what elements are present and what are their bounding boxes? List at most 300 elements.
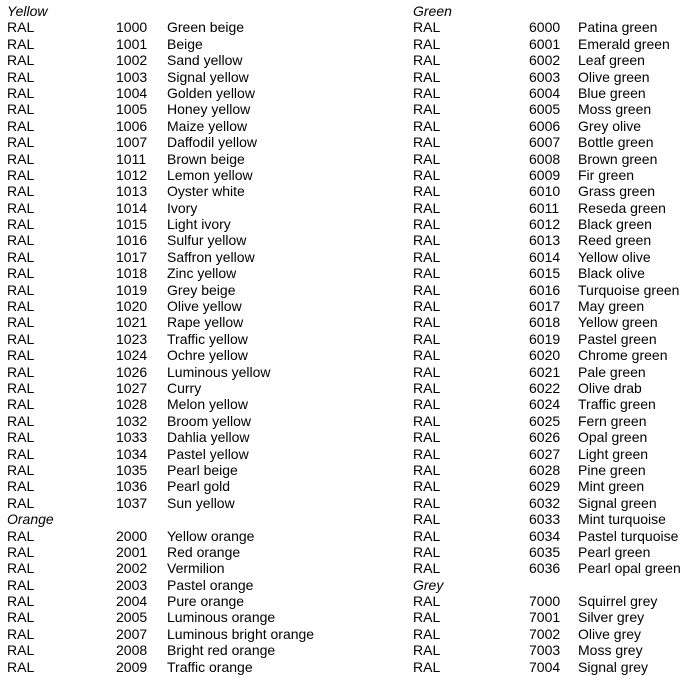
- ral-prefix: RAL: [7, 101, 35, 118]
- color-code: 1000: [116, 19, 148, 36]
- ral-prefix: RAL: [7, 609, 35, 626]
- color-row: [413, 642, 693, 658]
- color-name: Luminous orange: [167, 609, 276, 626]
- color-row: [413, 528, 693, 544]
- ral-prefix: RAL: [413, 117, 441, 134]
- color-row: [413, 101, 693, 117]
- color-name: Mint green: [578, 478, 645, 495]
- color-code: 6016: [529, 281, 561, 298]
- ral-prefix: RAL: [7, 314, 35, 331]
- color-name: Silver grey: [578, 609, 645, 626]
- ral-prefix: RAL: [7, 52, 35, 69]
- color-name: Beige: [167, 35, 203, 52]
- ral-prefix: RAL: [413, 248, 441, 265]
- color-row: [413, 626, 693, 642]
- color-row: [413, 167, 693, 183]
- color-code: 2000: [116, 527, 148, 544]
- ral-prefix: RAL: [7, 625, 35, 642]
- color-code: 6019: [529, 330, 561, 347]
- color-row: [413, 265, 693, 281]
- color-row: [7, 167, 337, 183]
- color-name: Black green: [578, 216, 652, 233]
- ral-prefix: RAL: [7, 576, 35, 593]
- color-code: 6015: [529, 265, 561, 282]
- ral-prefix: RAL: [413, 281, 441, 298]
- color-code: 1024: [116, 347, 148, 364]
- ral-prefix: RAL: [7, 543, 35, 560]
- color-row: [413, 314, 693, 330]
- color-code: 1004: [116, 84, 148, 101]
- color-row: [7, 118, 337, 134]
- color-code: 6002: [529, 52, 561, 69]
- ral-prefix: RAL: [413, 150, 441, 167]
- color-name: Traffic green: [578, 396, 656, 413]
- ral-prefix: RAL: [413, 101, 441, 118]
- color-name: Mint turquoise: [578, 511, 666, 528]
- color-code: 1017: [116, 248, 148, 265]
- color-row: [413, 446, 693, 462]
- color-name: Pale green: [578, 363, 646, 380]
- color-code: 6036: [529, 560, 561, 577]
- color-name: Turquoise green: [578, 281, 680, 298]
- color-row: [7, 314, 337, 330]
- color-code: 1032: [116, 412, 148, 429]
- ral-prefix: RAL: [7, 461, 35, 478]
- color-row: [7, 413, 337, 429]
- color-row: [413, 331, 693, 347]
- ral-prefix: RAL: [7, 429, 35, 446]
- color-code: 6013: [529, 232, 561, 249]
- ral-prefix: RAL: [413, 199, 441, 216]
- color-name: Pearl beige: [167, 461, 238, 478]
- color-code: 1013: [116, 183, 148, 200]
- ral-prefix: RAL: [7, 19, 35, 36]
- ral-prefix: RAL: [7, 134, 35, 151]
- color-name: Squirrel grey: [578, 593, 658, 610]
- color-name: Signal yellow: [167, 68, 249, 85]
- color-name: Pastel turquoise: [578, 527, 679, 544]
- color-code: 7003: [529, 642, 561, 659]
- color-row: [413, 36, 693, 52]
- color-row: [7, 216, 337, 232]
- color-row: [413, 544, 693, 560]
- ral-prefix: RAL: [413, 330, 441, 347]
- color-code: 1023: [116, 330, 148, 347]
- ral-prefix: RAL: [413, 642, 441, 659]
- ral-prefix: RAL: [7, 84, 35, 101]
- color-name: Pastel orange: [167, 576, 254, 593]
- color-code: 6005: [529, 101, 561, 118]
- ral-prefix: RAL: [413, 84, 441, 101]
- ral-prefix: RAL: [7, 150, 35, 167]
- color-row: [7, 560, 337, 576]
- color-code: 2004: [116, 593, 148, 610]
- ral-prefix: RAL: [7, 478, 35, 495]
- color-name: Signal grey: [578, 658, 649, 675]
- ral-prefix: RAL: [413, 35, 441, 52]
- ral-prefix: RAL: [413, 347, 441, 364]
- color-code: 1034: [116, 445, 148, 462]
- color-name: Yellow green: [578, 314, 658, 331]
- color-name: Opal green: [578, 429, 648, 446]
- color-row: [7, 134, 337, 150]
- color-code: 6026: [529, 429, 561, 446]
- color-name: Ivory: [167, 199, 198, 216]
- ral-prefix: RAL: [413, 658, 441, 675]
- color-row: [413, 462, 693, 478]
- color-row: [7, 298, 337, 314]
- color-code: 1012: [116, 166, 148, 183]
- color-code: 6001: [529, 35, 561, 52]
- section-heading: Grey: [413, 576, 444, 593]
- color-code: 7000: [529, 593, 561, 610]
- color-code: 1036: [116, 478, 148, 495]
- color-name: Green beige: [167, 19, 245, 36]
- color-row: [413, 282, 693, 298]
- color-name: Yellow olive: [578, 248, 651, 265]
- color-code: 1006: [116, 117, 148, 134]
- color-code: 1020: [116, 298, 148, 315]
- ral-prefix: RAL: [7, 412, 35, 429]
- color-code: 6027: [529, 445, 561, 462]
- color-name: May green: [578, 298, 645, 315]
- color-row: [7, 429, 337, 445]
- ral-prefix: RAL: [7, 117, 35, 134]
- color-name: Reed green: [578, 232, 652, 249]
- ral-prefix: RAL: [413, 593, 441, 610]
- color-name: Ochre yellow: [167, 347, 248, 364]
- color-row: [7, 577, 337, 593]
- ral-prefix: RAL: [7, 363, 35, 380]
- color-row: [7, 200, 337, 216]
- color-row: [7, 151, 337, 167]
- ral-prefix: RAL: [413, 461, 441, 478]
- color-code: 6018: [529, 314, 561, 331]
- color-name: Pastel green: [578, 330, 657, 347]
- ral-prefix: RAL: [7, 248, 35, 265]
- color-name: Black olive: [578, 265, 645, 282]
- color-name: Yellow orange: [167, 527, 255, 544]
- color-name: Bottle green: [578, 134, 654, 151]
- color-row: [413, 85, 693, 101]
- color-name: Reseda green: [578, 199, 666, 216]
- color-row: [413, 52, 693, 68]
- color-row: [7, 478, 337, 494]
- color-code: 2002: [116, 560, 148, 577]
- color-code: 6025: [529, 412, 561, 429]
- ral-prefix: RAL: [7, 593, 35, 610]
- color-row: [7, 446, 337, 462]
- color-code: 1015: [116, 216, 148, 233]
- color-name: Chrome green: [578, 347, 668, 364]
- color-code: 2008: [116, 642, 148, 659]
- color-row: [413, 347, 693, 363]
- color-name: Pearl gold: [167, 478, 231, 495]
- color-code: 1011: [116, 150, 147, 167]
- color-code: 2007: [116, 625, 148, 642]
- ral-prefix: RAL: [413, 166, 441, 183]
- color-name: Light green: [578, 445, 649, 462]
- color-row: [413, 659, 693, 675]
- color-code: 6008: [529, 150, 561, 167]
- color-code: 6012: [529, 216, 561, 233]
- color-code: 6009: [529, 166, 561, 183]
- ral-prefix: RAL: [413, 216, 441, 233]
- ral-prefix: RAL: [413, 511, 441, 528]
- ral-prefix: RAL: [7, 347, 35, 364]
- color-code: 1003: [116, 68, 148, 85]
- section-heading: Green: [413, 3, 452, 19]
- ral-prefix: RAL: [413, 298, 441, 315]
- color-row: [413, 560, 693, 576]
- color-row: [7, 396, 337, 412]
- color-name: Saffron yellow: [167, 248, 255, 265]
- color-code: 6034: [529, 527, 561, 544]
- color-name: Daffodil yellow: [167, 134, 258, 151]
- color-code: 1035: [116, 461, 148, 478]
- ral-prefix: RAL: [413, 478, 441, 495]
- ral-prefix: RAL: [7, 396, 35, 413]
- ral-prefix: RAL: [413, 527, 441, 544]
- color-name: Emerald green: [578, 35, 670, 52]
- color-code: 1021: [116, 314, 148, 331]
- color-row: [7, 544, 337, 560]
- color-row: [7, 331, 337, 347]
- color-code: 1007: [116, 134, 148, 151]
- ral-prefix: RAL: [413, 560, 441, 577]
- color-name: Melon yellow: [167, 396, 248, 413]
- color-row: [413, 380, 693, 396]
- color-code: 6007: [529, 134, 561, 151]
- color-row: [7, 69, 337, 85]
- ral-prefix: RAL: [7, 494, 35, 511]
- color-code: 6029: [529, 478, 561, 495]
- ral-prefix: RAL: [413, 543, 441, 560]
- ral-prefix: RAL: [7, 658, 35, 675]
- color-name: Brown beige: [167, 150, 245, 167]
- color-code: 6022: [529, 379, 561, 396]
- color-row: [7, 265, 337, 281]
- color-row: [7, 462, 337, 478]
- color-name: Pearl green: [578, 543, 651, 560]
- ral-prefix: RAL: [413, 412, 441, 429]
- color-row: [413, 232, 693, 248]
- color-code: 6011: [529, 199, 560, 216]
- color-name: Pearl opal green: [578, 560, 681, 577]
- ral-prefix: RAL: [413, 396, 441, 413]
- ral-prefix: RAL: [7, 183, 35, 200]
- color-name: Red orange: [167, 543, 241, 560]
- color-name: Traffic yellow: [167, 330, 248, 347]
- color-row: [413, 118, 693, 134]
- color-name: Sulfur yellow: [167, 232, 247, 249]
- color-row: [413, 511, 693, 527]
- ral-prefix: RAL: [413, 494, 441, 511]
- color-name: Olive drab: [578, 379, 642, 396]
- color-code: 7004: [529, 658, 561, 675]
- color-name: Honey yellow: [167, 101, 251, 118]
- color-code: 1019: [116, 281, 148, 298]
- color-row: [7, 85, 337, 101]
- color-name: Pine green: [578, 461, 646, 478]
- ral-prefix: RAL: [413, 134, 441, 151]
- color-row: [413, 413, 693, 429]
- color-row: [7, 528, 337, 544]
- color-name: Oyster white: [167, 183, 245, 200]
- section-heading: Orange: [7, 511, 54, 528]
- color-code: 1018: [116, 265, 148, 282]
- color-name: Grey beige: [167, 281, 236, 298]
- color-row: [7, 495, 337, 511]
- color-name: Bright red orange: [167, 642, 276, 659]
- color-code: 6010: [529, 183, 561, 200]
- color-row: [7, 642, 337, 658]
- ral-prefix: RAL: [7, 216, 35, 233]
- color-code: 6003: [529, 68, 561, 85]
- color-code: 6033: [529, 511, 561, 528]
- color-name: Olive grey: [578, 625, 642, 642]
- ral-prefix: RAL: [413, 429, 441, 446]
- color-name: Patina green: [578, 19, 658, 36]
- color-name: Signal green: [578, 494, 657, 511]
- color-row: [413, 216, 693, 232]
- color-row: [7, 19, 337, 35]
- color-row: [7, 249, 337, 265]
- color-row: [413, 429, 693, 445]
- color-name: Vermilion: [167, 560, 225, 577]
- color-name: Grey olive: [578, 117, 642, 134]
- color-name: Broom yellow: [167, 412, 252, 429]
- color-row: [7, 52, 337, 68]
- color-name: Dahlia yellow: [167, 429, 250, 446]
- ral-prefix: RAL: [7, 642, 35, 659]
- color-row: [413, 134, 693, 150]
- color-row: [7, 101, 337, 117]
- color-name: Rape yellow: [167, 314, 244, 331]
- color-code: 7001: [529, 609, 561, 626]
- color-name: Olive yellow: [167, 298, 242, 315]
- color-row: [413, 495, 693, 511]
- color-row: [413, 151, 693, 167]
- ral-prefix: RAL: [7, 265, 35, 282]
- ral-prefix: RAL: [7, 298, 35, 315]
- color-code: 6028: [529, 461, 561, 478]
- color-name: Luminous yellow: [167, 363, 271, 380]
- color-name: Sand yellow: [167, 52, 243, 69]
- color-code: 6017: [529, 298, 561, 315]
- color-row: [7, 626, 337, 642]
- ral-prefix: RAL: [7, 379, 35, 396]
- ral-prefix: RAL: [413, 363, 441, 380]
- ral-prefix: RAL: [7, 68, 35, 85]
- color-code: 1014: [116, 199, 148, 216]
- ral-prefix: RAL: [413, 265, 441, 282]
- color-name: Olive green: [578, 68, 650, 85]
- color-name: Moss grey: [578, 642, 643, 659]
- ral-prefix: RAL: [413, 625, 441, 642]
- color-row: [7, 232, 337, 248]
- color-row: [413, 609, 693, 625]
- ral-prefix: RAL: [7, 560, 35, 577]
- color-row: [7, 183, 337, 199]
- color-code: 1033: [116, 429, 148, 446]
- color-name: Fern green: [578, 412, 647, 429]
- ral-prefix: RAL: [7, 199, 35, 216]
- color-name: Grass green: [578, 183, 656, 200]
- ral-prefix: RAL: [413, 609, 441, 626]
- color-name: Luminous bright orange: [167, 625, 315, 642]
- color-name: Traffic orange: [167, 658, 253, 675]
- ral-prefix: RAL: [413, 68, 441, 85]
- color-name: Golden yellow: [167, 84, 255, 101]
- color-name: Maize yellow: [167, 117, 248, 134]
- ral-prefix: RAL: [7, 445, 35, 462]
- color-code: 6035: [529, 543, 561, 560]
- color-code: 1026: [116, 363, 148, 380]
- color-name: Zinc yellow: [167, 265, 237, 282]
- color-code: 6006: [529, 117, 561, 134]
- color-code: 2005: [116, 609, 148, 626]
- color-code: 2001: [116, 543, 148, 560]
- color-name: Sun yellow: [167, 494, 235, 511]
- color-row: [7, 364, 337, 380]
- color-code: 6004: [529, 84, 561, 101]
- color-row: [413, 19, 693, 35]
- color-name: Brown green: [578, 150, 658, 167]
- color-row: [413, 200, 693, 216]
- color-code: 2003: [116, 576, 148, 593]
- ral-prefix: RAL: [413, 314, 441, 331]
- color-name: Pure orange: [167, 593, 245, 610]
- ral-prefix: RAL: [7, 232, 35, 249]
- color-name: Blue green: [578, 84, 646, 101]
- color-row: [7, 347, 337, 363]
- color-row: [413, 183, 693, 199]
- ral-prefix: RAL: [413, 183, 441, 200]
- color-code: 6020: [529, 347, 561, 364]
- ral-prefix: RAL: [7, 35, 35, 52]
- section-heading: Yellow: [7, 3, 48, 19]
- ral-prefix: RAL: [7, 166, 35, 183]
- color-row: [7, 609, 337, 625]
- ral-prefix: RAL: [7, 527, 35, 544]
- color-row: [7, 380, 337, 396]
- ral-prefix: RAL: [7, 281, 35, 298]
- left-column: [7, 3, 337, 675]
- color-code: 6032: [529, 494, 561, 511]
- color-code: 6021: [529, 363, 561, 380]
- color-code: 1028: [116, 396, 148, 413]
- color-code: 1002: [116, 52, 148, 69]
- color-row: [7, 593, 337, 609]
- color-code: 1016: [116, 232, 148, 249]
- ral-prefix: RAL: [7, 330, 35, 347]
- color-code: 7002: [529, 625, 561, 642]
- color-row: [7, 659, 337, 675]
- color-row: [413, 396, 693, 412]
- color-name: Light ivory: [167, 216, 231, 233]
- color-row: [413, 478, 693, 494]
- color-row: [413, 593, 693, 609]
- color-name: Pastel yellow: [167, 445, 249, 462]
- color-row: [413, 298, 693, 314]
- ral-prefix: RAL: [413, 19, 441, 36]
- ral-prefix: RAL: [413, 445, 441, 462]
- color-name: Curry: [167, 379, 202, 396]
- ral-prefix: RAL: [413, 379, 441, 396]
- color-code: 6000: [529, 19, 561, 36]
- ral-prefix: RAL: [413, 52, 441, 69]
